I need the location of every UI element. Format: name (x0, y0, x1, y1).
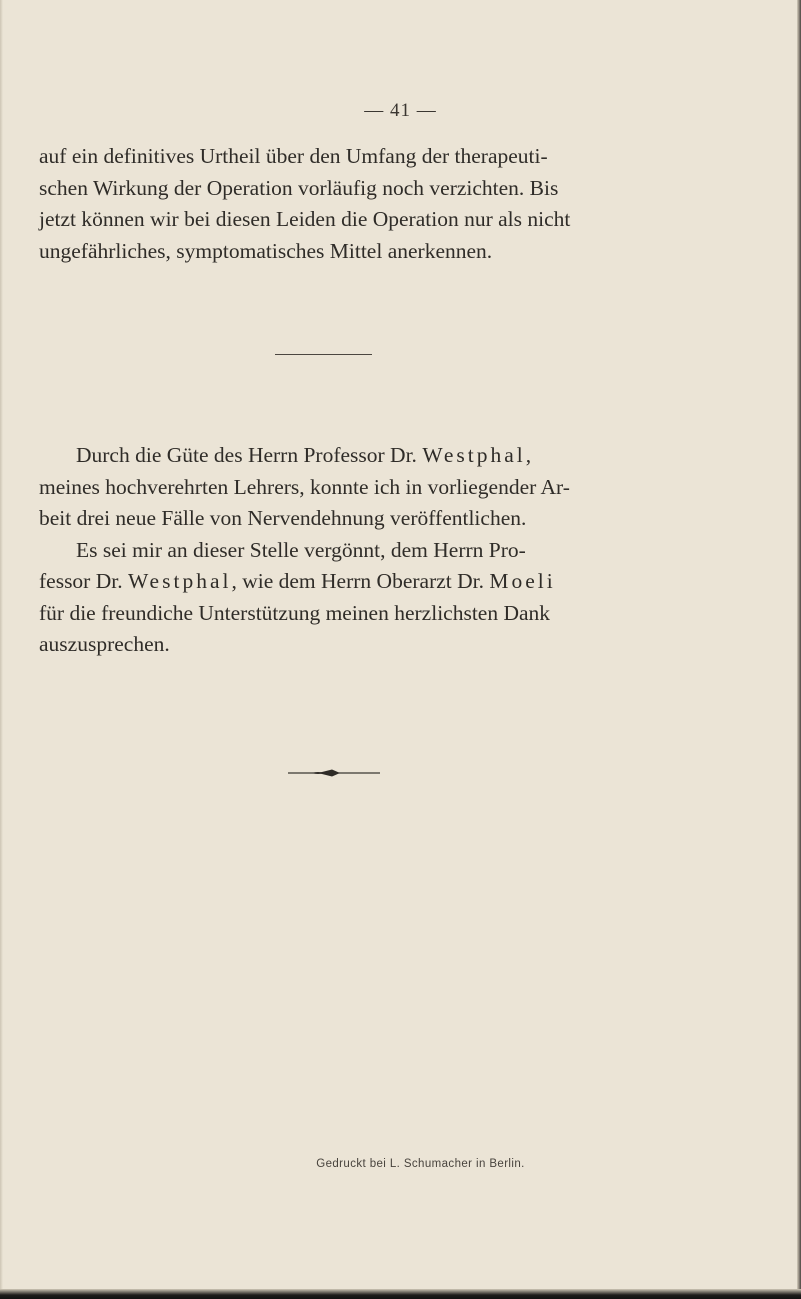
text-line: für die freundiche Unterstützung meinen herzlichsten Dank (39, 600, 551, 625)
name-moeli: Moeli (489, 569, 556, 593)
text-line: ungefährliches, symptomatisches Mittel anerkennen. (39, 238, 493, 263)
page-number: — 41 — (364, 100, 437, 121)
text-segment: Durch die Güte des Herrn Professor Dr. (76, 443, 417, 467)
page-edge-right (797, 0, 801, 1299)
name-westphal: Westphal (422, 443, 526, 467)
text-segment: fessor Dr. (39, 569, 123, 593)
page-edge-bottom (0, 1289, 801, 1299)
text-line: meines hochverehrten Lehrers, konnte ich in vorliegender Ar- (39, 474, 570, 499)
text-line (39, 440, 659, 472)
text-line: auf ein definitives Urtheil über den Umfang der therapeuti- (39, 144, 548, 168)
paragraph-2 (39, 440, 659, 661)
text-segment: , (525, 443, 532, 467)
text-line: auszusprechen. (39, 632, 170, 656)
name-westphal: Westphal (127, 569, 232, 593)
paragraph-1 (39, 141, 659, 267)
section-divider-rule (275, 354, 372, 355)
text-line: beit drei neue Fälle von Nervendehnung veröffentlichen. (39, 506, 527, 530)
text-line: Es sei mir an dieser Stelle vergönnt, dem Herrn Pro- (76, 537, 526, 562)
printer-imprint: Gedruckt bei L. Schumacher in Berlin. (316, 1158, 525, 1170)
text-segment: , wie dem Herrn Oberarzt Dr. (231, 569, 484, 593)
text-line: schen Wirkung der Operation vorläufig noch verzichten. Bis (39, 175, 559, 200)
text-line (39, 566, 659, 598)
end-ornament (288, 767, 380, 779)
page-edge-left (0, 0, 3, 1299)
text-line: jetzt können wir bei diesen Leiden die Operation nur als nicht (39, 207, 571, 231)
